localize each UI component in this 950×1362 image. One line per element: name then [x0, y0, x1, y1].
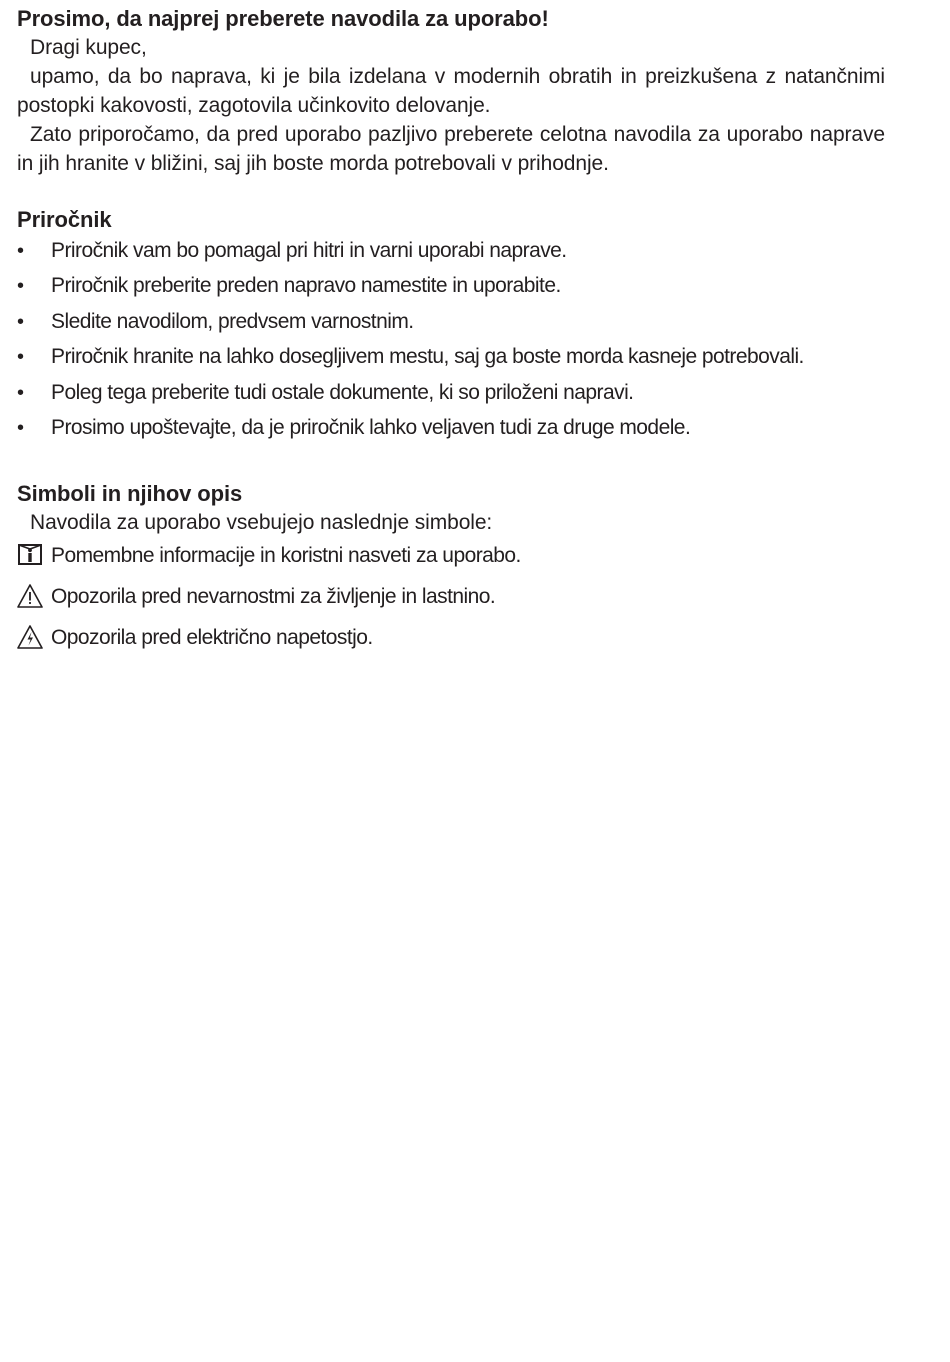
list-item-text: Priročnik preberite preden napravo namestite in uporabite.: [51, 274, 561, 298]
greeting: Dragi kupec,: [30, 36, 147, 59]
list-item-text: Priročnik vam bo pomagal pri hitri in varni uporabi naprave.: [51, 239, 567, 262]
list-item: [17, 379, 885, 414]
symbol-text: Opozorila pred električno napetostjo.: [51, 626, 373, 650]
electric-warning-icon: [17, 624, 43, 650]
symbol-row-electric: [17, 624, 885, 665]
bullet-icon: •: [17, 240, 24, 262]
warning-triangle-icon: [17, 583, 43, 609]
symbol-text: Pomembne informacije in koristni nasveti za uporabo.: [51, 544, 521, 568]
symbols-intro: Navodila za uporabo vsebujejo naslednje simbole:: [30, 511, 493, 535]
list-item: [17, 308, 885, 343]
manual-page: [17, 4, 885, 665]
intro-paragraph-2: Zato priporočamo, da pred uporabo pazljivo preberete celotna navodila za uporabo naprave in jih hranite v bližini, saj jih boste morda potrebovali v prihodnje.: [17, 123, 885, 175]
bullet-icon: •: [17, 310, 24, 333]
list-item: [17, 414, 885, 449]
section-title-manual: Priročnik: [17, 207, 112, 232]
bullet-icon: •: [17, 346, 24, 369]
bullet-icon: •: [17, 381, 24, 404]
list-item: [17, 272, 885, 307]
intro-paragraph-1: upamo, da bo naprava, ki je bila izdelana v modernih obratih in preizkušena z natančnimi postopki kakovosti, zagotovila učinkovito delovanje.: [17, 65, 885, 117]
section-title-symbols: Simboli in njihov opis: [17, 481, 243, 507]
list-item-text: Prosimo upoštevajte, da je priročnik lahko veljaven tudi za druge modele.: [51, 415, 691, 439]
list-item: [17, 237, 885, 272]
bullet-icon: •: [17, 275, 24, 298]
list-item-text: Priročnik hranite na lahko dosegljivem mestu, saj ga boste morda kasneje potrebovali.: [51, 345, 804, 369]
symbol-row-info: [17, 542, 885, 583]
info-book-icon: [17, 542, 43, 568]
symbol-text: Opozorila pred nevarnostmi za življenje in lastnino.: [51, 585, 496, 609]
page-heading: Prosimo, da najprej preberete navodila za uporabo!: [17, 6, 549, 31]
list-item-text: Sledite navodilom, predvsem varnostnim.: [51, 309, 414, 333]
bullet-icon: •: [17, 416, 24, 439]
list-item-text: Poleg tega preberite tudi ostale dokumente, ki so priloženi napravi.: [51, 380, 634, 404]
symbol-row-warning: [17, 583, 885, 624]
manual-bullet-list: [17, 237, 885, 449]
list-item: [17, 343, 885, 378]
